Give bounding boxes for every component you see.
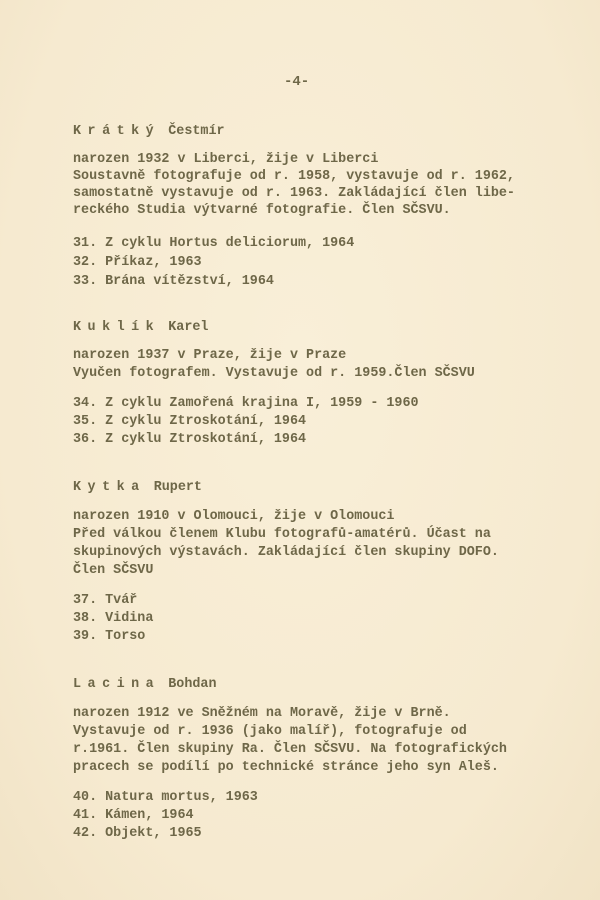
artist-heading <box>73 124 225 140</box>
bio-line: narozen 1912 ve Sněžném na Moravě, žije v Brně. <box>73 706 451 721</box>
artist-surname: Krátký <box>73 124 161 139</box>
work-item: 33. Brána vítězství, 1964 <box>73 274 274 289</box>
artist-surname: Kuklík <box>73 320 161 335</box>
artist-heading <box>73 320 208 336</box>
bio-line: reckého Studia výtvarné fotografie. Člen SČSVU. <box>73 203 451 218</box>
bio-line: narozen 1932 v Liberci, žije v Liberci <box>73 152 379 167</box>
work-item: 36. Z cyklu Ztroskotání, 1964 <box>73 432 307 447</box>
work-item: 39. Torso <box>73 629 146 644</box>
artist-surname: Lacina <box>73 677 161 692</box>
work-item: 32. Příkaz, 1963 <box>73 255 202 270</box>
work-item: 38. Vidina <box>73 611 154 626</box>
work-item: 34. Z cyklu Zamořená krajina I, 1959 - 1960 <box>73 396 419 411</box>
work-item: 31. Z cyklu Hortus deliciorum, 1964 <box>73 236 355 251</box>
bio-line: Člen SČSVU <box>73 563 154 578</box>
artist-surname: Kytka <box>73 480 146 495</box>
bio-line: samostatně vystavuje od r. 1963. Zakládající člen libe- <box>73 186 515 201</box>
artist-firstname: Rupert <box>153 480 202 495</box>
bio-line: r.1961. Člen skupiny Ra. Člen SČSVU. Na fotografických <box>73 742 507 757</box>
bio-line: skupinových výstavách. Zakládající člen skupiny DOFO. <box>73 545 499 560</box>
work-item: 40. Natura mortus, 1963 <box>73 790 258 805</box>
work-item: 37. Tvář <box>73 593 138 608</box>
page-number: -4- <box>284 74 310 90</box>
artist-firstname: Bohdan <box>168 677 217 692</box>
bio-line: Vystavuje od r. 1936 (jako malíř), fotografuje od <box>73 724 467 739</box>
bio-line: narozen 1910 v Olomouci, žije v Olomouci <box>73 509 395 524</box>
artist-firstname: Karel <box>168 320 209 335</box>
artist-heading <box>73 677 216 693</box>
work-item: 42. Objekt, 1965 <box>73 826 202 841</box>
artist-firstname: Čestmír <box>168 124 225 139</box>
bio-line: Soustavně fotografuje od r. 1958, vystavuje od r. 1962, <box>73 169 515 184</box>
bio-line: Vyučen fotografem. Vystavuje od r. 1959.Člen SČSVU <box>73 366 475 381</box>
work-item: 41. Kámen, 1964 <box>73 808 194 823</box>
work-item: 35. Z cyklu Ztroskotání, 1964 <box>73 414 307 429</box>
artist-heading <box>73 480 202 496</box>
bio-line: narozen 1937 v Praze, žije v Praze <box>73 348 347 363</box>
bio-line: Před válkou členem Klubu fotografů-amatérů. Účast na <box>73 527 491 542</box>
bio-line: pracech se podílí po technické stránce jeho syn Aleš. <box>73 760 499 775</box>
